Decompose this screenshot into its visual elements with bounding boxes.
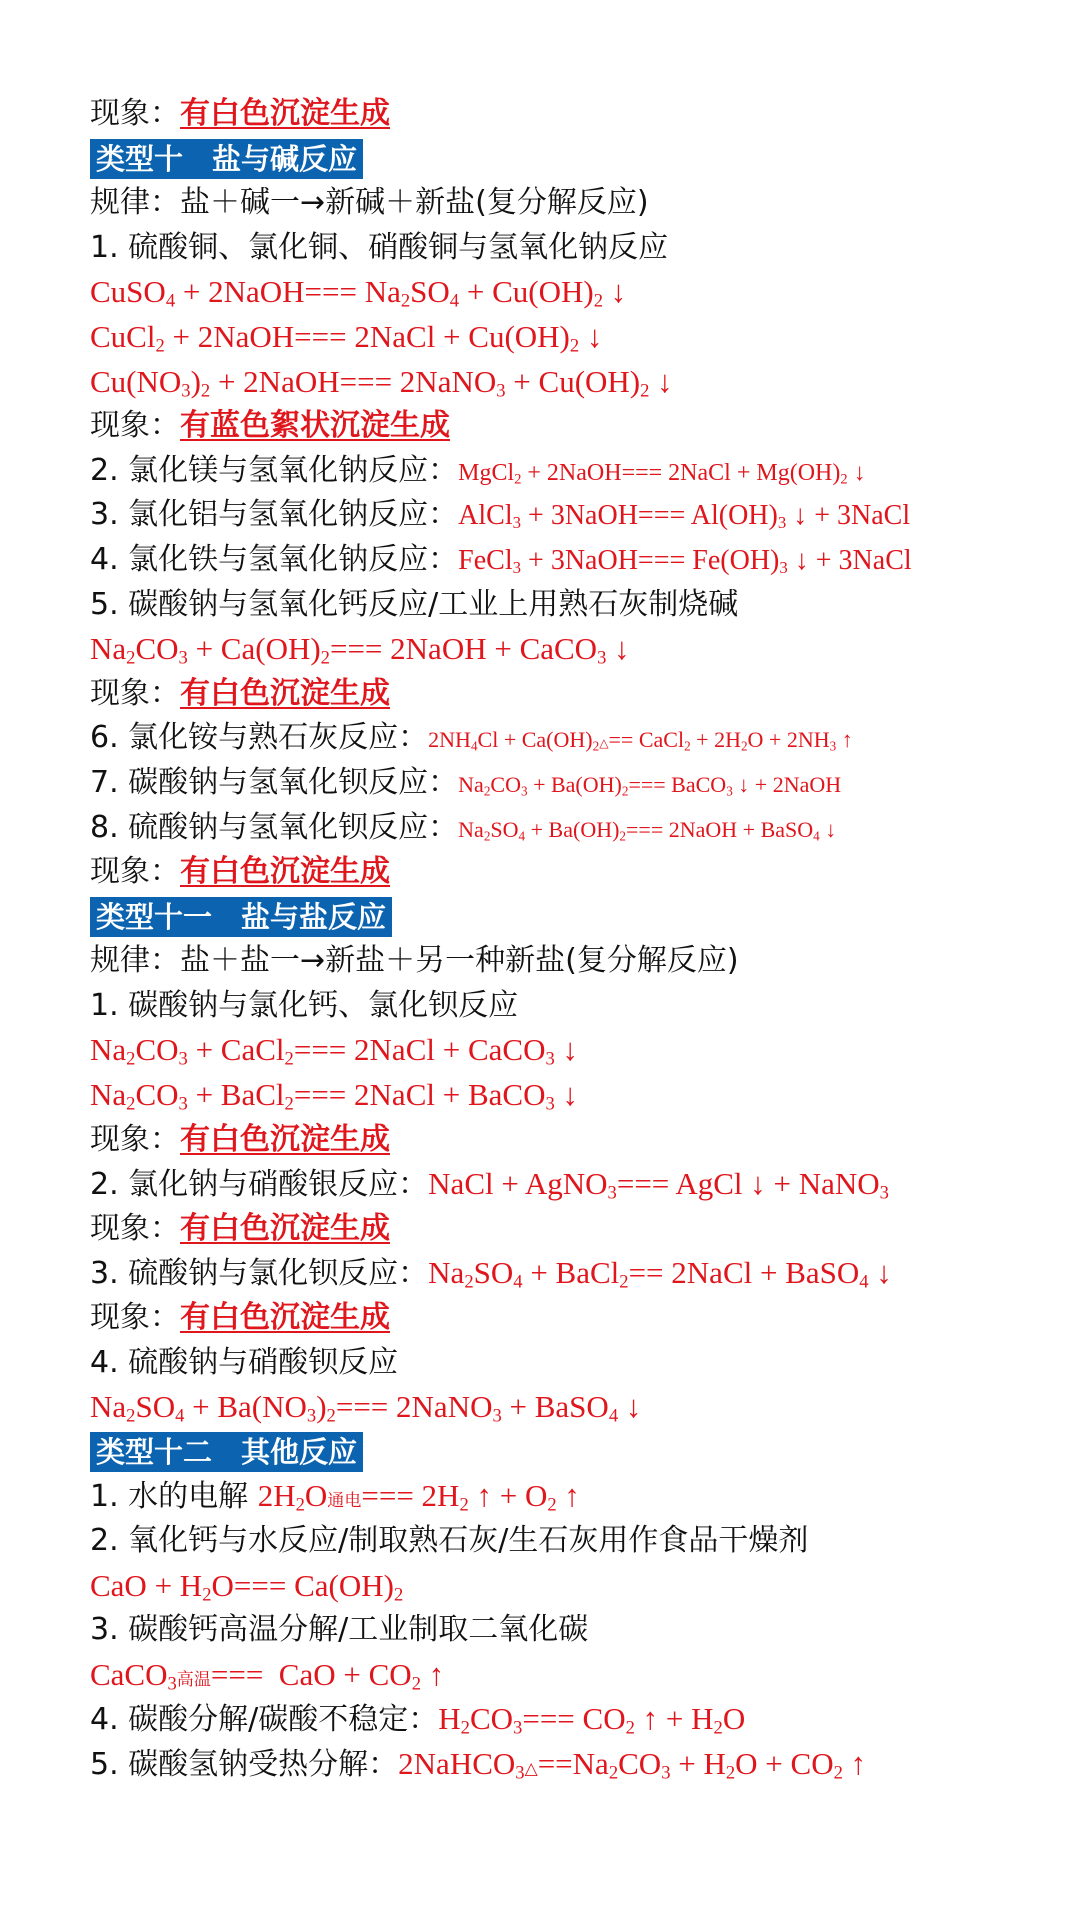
- item-11-1: 1. 碳酸钠与氯化钙、氯化钡反应: [90, 987, 519, 1023]
- equation-alcl3: AlCl$_3$ + 3NaOH=== $Al(OH)_3$ ↓ + 3NaCl: [458, 500, 911, 533]
- item-label: 2. 氯化钠与硝酸银反应：: [90, 1167, 429, 1203]
- item-label: 2. 氯化镁与氢氧化钠反应：: [90, 452, 459, 488]
- item-label: 8. 硫酸钠与氢氧化钡反应：: [90, 809, 459, 845]
- observation-line: [90, 404, 1050, 449]
- observation-label: 现象：: [90, 1121, 180, 1157]
- section-12: [90, 1430, 1050, 1475]
- observation-line: [90, 1207, 1050, 1252]
- observation-label: 现象：: [90, 1210, 180, 1246]
- equation-na2so4-bacl2: $Na_2SO_4$ + BaCl$_2$== 2NaCl + BaSO$_4$ ↓: [428, 1255, 892, 1294]
- equation-na2so4-baoh2: $Na_2SO_4 + Ba(OH)_2===$ 2NaOH + BaSO$_4$ ↓: [458, 816, 837, 843]
- equation-na2so4-bano3: $Na_2SO_4 + Ba(NO_3)_2===$ 2NaNO$_3$ + BaSO$_4$ ↓: [90, 1389, 642, 1427]
- equation-h2co3: $H_2CO_3=== CO_2$ ↑ + $H_2O$: [438, 1701, 746, 1740]
- equation-nacl-agno3: NaCl + AgNO$_3$=== AgCl ↓ + NaNO$_3$: [428, 1166, 889, 1204]
- observation-line: [90, 92, 1050, 137]
- observation-text: 有白色沉淀生成: [180, 1300, 390, 1336]
- observation-text: 有蓝色絮状沉淀生成: [180, 408, 450, 444]
- equation-water-electrolysis: $2H_2O$通电=== $2H_2$ ↑ + $O_2$ ↑: [257, 1478, 580, 1517]
- item-10-7: [90, 761, 1050, 806]
- equation-nahco3: $2NaHCO_3\triangle==Na_2CO_3 + H_2O + CO_2$ ↑: [398, 1745, 867, 1784]
- heat-condition: △: [599, 736, 609, 751]
- item-label: 6. 氯化铵与熟石灰反应：: [90, 720, 429, 756]
- item-label: 7. 碳酸钠与氢氧化钡反应：: [90, 764, 459, 800]
- item-10-4: [90, 538, 1050, 583]
- item-label: 1. 水的电解: [90, 1479, 249, 1515]
- observation-line: [90, 850, 1050, 895]
- section-11: [90, 895, 1050, 940]
- item-label: 4. 氯化铁与氢氧化钠反应：: [90, 541, 459, 577]
- item-12-2: 2. 氧化钙与水反应/制取熟石灰/生石灰用作食品干燥剂: [90, 1523, 809, 1558]
- observation-line: [90, 1296, 1050, 1341]
- equation-na2co3-cacl2: $Na_2CO_3$ + CaCl$_2$=== 2NaCl + CaCO$_3$ ↓: [90, 1032, 579, 1071]
- item-12-4: [90, 1697, 1050, 1742]
- item-label: 4. 碳酸分解/碳酸不稳定：: [90, 1702, 439, 1738]
- equation-cao-h2o: CaO + $H_2O=== Ca(OH)_2$: [90, 1567, 404, 1606]
- observation-text: 有白色沉淀生成: [180, 1121, 390, 1157]
- section-header-type12: 类型十二 其他反应: [90, 1432, 363, 1472]
- observation-text: 有白色沉淀生成: [180, 96, 390, 131]
- observation-label: 现象：: [90, 675, 180, 711]
- equation-caco3-decomp: CaCO$_3$高温=== CaO + $CO_2$ ↑: [90, 1656, 445, 1695]
- equation-nh4cl: $2NH_4Cl$ + $Ca(OH)_2\triangle==$ CaCl$_2$ + $2H_2O + 2NH_3$ ↑: [428, 727, 853, 754]
- equation-na2co3-bacl2: $Na_2CO_3$ + BaCl$_2$=== 2NaCl + BaCO$_3$ ↓: [90, 1077, 579, 1115]
- equation-na2co3-caoh2: $Na_2CO_3 + Ca(OH)_2===$ 2NaOH + CaCO$_3$ ↓: [90, 631, 630, 669]
- item-label: 3. 氯化铝与氢氧化钠反应：: [90, 497, 459, 533]
- item-10-5: 5. 碳酸钠与氢氧化钙反应/工业上用熟石灰制烧碱: [90, 586, 739, 622]
- item-12-1: [90, 1474, 1050, 1519]
- item-12-5: [90, 1742, 1050, 1787]
- item-label: 5. 碳酸氢钠受热分解：: [90, 1746, 399, 1782]
- item-12-3: 3. 碳酸钙高温分解/工业制取二氧化碳: [90, 1612, 589, 1648]
- equation-cucl2: CuCl$_2$ + 2NaOH=== 2NaCl + $Cu(OH)_2$ ↓: [90, 318, 603, 357]
- equation-cuno3: $Cu(NO_3)_2$ + 2NaOH=== 2NaNO$_3$ + $Cu(OH)_2$ ↓: [90, 363, 673, 402]
- rule-type11: 规律：盐＋盐一→新盐＋另一种新盐(复分解反应): [90, 943, 739, 979]
- observation-label: 现象：: [90, 1300, 180, 1336]
- equation-cuso4: CuSO$_4$ + 2NaOH=== $Na_2SO_4 + Cu(OH)_2$ ↓: [90, 274, 627, 313]
- item-10-6: [90, 716, 1050, 761]
- section-header-type11: 类型十一 盐与盐反应: [90, 897, 392, 937]
- item-11-3: [90, 1251, 1050, 1296]
- heat-condition: △: [524, 1758, 538, 1778]
- section-10: [90, 137, 1050, 182]
- observation-label: 现象：: [90, 854, 180, 890]
- item-10-3: [90, 493, 1050, 538]
- item-10-2: [90, 449, 1050, 494]
- observation-text: 有白色沉淀生成: [180, 854, 390, 890]
- high-temp-condition: 高温: [176, 1669, 211, 1689]
- item-10-8: [90, 806, 1050, 851]
- item-11-4: 4. 硫酸钠与硝酸钡反应: [90, 1344, 399, 1380]
- item-11-2: [90, 1162, 1050, 1207]
- observation-label: 现象：: [90, 96, 180, 131]
- observation-label: 现象：: [90, 408, 180, 444]
- equation-fecl3: FeCl$_3$ + 3NaOH=== $Fe(OH)_3$ ↓ + 3NaCl: [458, 544, 912, 578]
- observation-text: 有白色沉淀生成: [180, 675, 390, 711]
- document-page: [90, 92, 1050, 1787]
- item-10-1: 1. 硫酸铜、氯化铜、硝酸铜与氢氧化钠反应: [90, 229, 669, 265]
- section-header-type10: 类型十 盐与碱反应: [90, 139, 363, 179]
- equation-na2co3-baoh2: $Na_2CO_3 + Ba(OH)_2===$ BaCO$_3$ ↓ + 2NaOH: [458, 771, 842, 799]
- observation-line: [90, 672, 1050, 717]
- observation-text: 有白色沉淀生成: [180, 1210, 390, 1246]
- item-label: 3. 硫酸钠与氯化钡反应：: [90, 1256, 429, 1292]
- electrolysis-condition: 通电: [327, 1491, 362, 1511]
- observation-line: [90, 1118, 1050, 1163]
- equation-mgcl2: MgCl$_2$ + 2NaOH=== 2NaCl + $Mg(OH)_2$ ↓: [458, 459, 866, 488]
- rule-type10: 规律：盐＋碱一→新碱＋新盐(复分解反应): [90, 185, 649, 221]
